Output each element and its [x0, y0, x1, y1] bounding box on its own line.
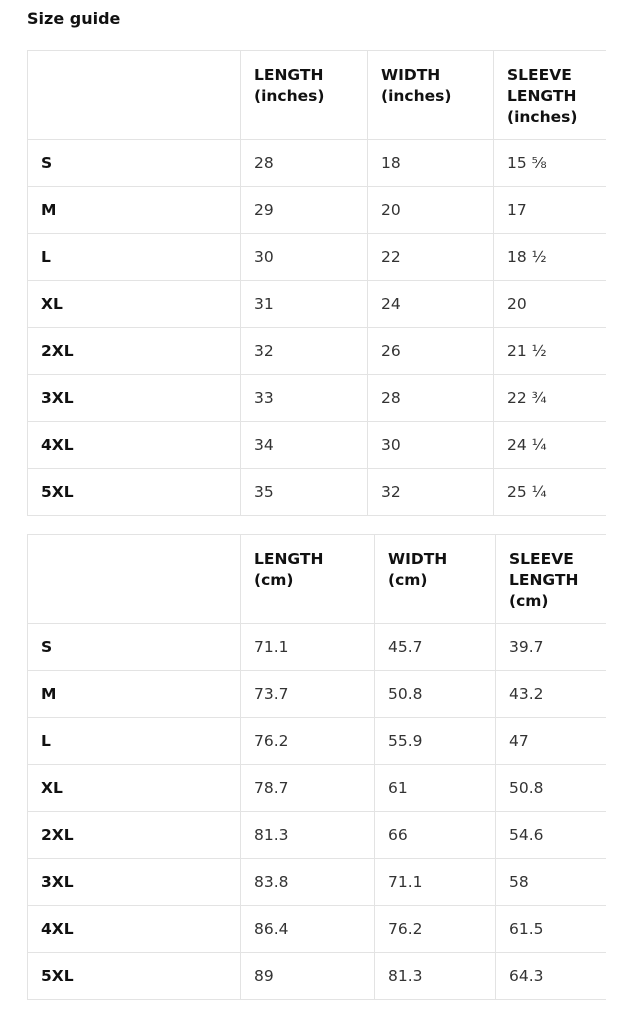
- width-value: 32: [368, 469, 494, 516]
- size-label: L: [28, 234, 241, 281]
- size-label: 5XL: [28, 469, 241, 516]
- page-title: Size guide: [27, 9, 121, 28]
- size-label: 2XL: [28, 812, 241, 859]
- table-row: [28, 140, 606, 187]
- width-value: 20: [368, 187, 494, 234]
- size-table-inches: [27, 50, 606, 516]
- length-value: 83.8: [241, 859, 375, 906]
- width-value: 30: [368, 422, 494, 469]
- table-row: [28, 234, 606, 281]
- width-value: 22: [368, 234, 494, 281]
- length-value: 33: [241, 375, 368, 422]
- table-row: [28, 906, 606, 953]
- width-value: 50.8: [375, 671, 496, 718]
- table-header-row: [28, 535, 606, 624]
- width-value: 81.3: [375, 953, 496, 1000]
- length-value: 31: [241, 281, 368, 328]
- sleeve-length-value: 17: [494, 187, 606, 234]
- table-row: [28, 328, 606, 375]
- header-cell-length: LENGTH (cm): [241, 535, 375, 624]
- size-label: 4XL: [28, 422, 241, 469]
- header-cell-size: [28, 535, 241, 624]
- sleeve-length-value: 50.8: [496, 765, 606, 812]
- table-header-row: [28, 51, 606, 140]
- sleeve-length-value: 15 ⅝: [494, 140, 606, 187]
- width-value: 45.7: [375, 624, 496, 671]
- length-value: 73.7: [241, 671, 375, 718]
- table-row: [28, 375, 606, 422]
- length-value: 32: [241, 328, 368, 375]
- sleeve-length-value: 21 ½: [494, 328, 606, 375]
- width-value: 24: [368, 281, 494, 328]
- table-row: [28, 812, 606, 859]
- size-label: XL: [28, 765, 241, 812]
- length-value: 71.1: [241, 624, 375, 671]
- width-value: 76.2: [375, 906, 496, 953]
- length-value: 30: [241, 234, 368, 281]
- header-cell-length: LENGTH (inches): [241, 51, 368, 140]
- sleeve-length-value: 18 ½: [494, 234, 606, 281]
- table-row: [28, 624, 606, 671]
- width-value: 61: [375, 765, 496, 812]
- sleeve-length-value: 54.6: [496, 812, 606, 859]
- sleeve-length-value: 22 ¾: [494, 375, 606, 422]
- table-row: [28, 281, 606, 328]
- length-value: 29: [241, 187, 368, 234]
- size-label: L: [28, 718, 241, 765]
- size-label: M: [28, 187, 241, 234]
- table-row: [28, 671, 606, 718]
- header-cell-width: WIDTH (cm): [375, 535, 496, 624]
- table-row: [28, 718, 606, 765]
- table-row: [28, 422, 606, 469]
- header-cell-size: [28, 51, 241, 140]
- size-label: XL: [28, 281, 241, 328]
- length-value: 35: [241, 469, 368, 516]
- sleeve-length-value: 39.7: [496, 624, 606, 671]
- table-row: [28, 859, 606, 906]
- length-value: 86.4: [241, 906, 375, 953]
- table-row: [28, 187, 606, 234]
- width-value: 28: [368, 375, 494, 422]
- length-value: 28: [241, 140, 368, 187]
- size-label: 3XL: [28, 375, 241, 422]
- width-value: 71.1: [375, 859, 496, 906]
- sleeve-length-value: 47: [496, 718, 606, 765]
- length-value: 89: [241, 953, 375, 1000]
- size-label: 5XL: [28, 953, 241, 1000]
- width-value: 18: [368, 140, 494, 187]
- size-label: S: [28, 624, 241, 671]
- length-value: 34: [241, 422, 368, 469]
- size-label: 3XL: [28, 859, 241, 906]
- size-label: 4XL: [28, 906, 241, 953]
- size-table-cm: [27, 534, 606, 1000]
- sleeve-length-value: 20: [494, 281, 606, 328]
- sleeve-length-value: 24 ¼: [494, 422, 606, 469]
- sleeve-length-value: 25 ¼: [494, 469, 606, 516]
- width-value: 66: [375, 812, 496, 859]
- header-cell-width: WIDTH (inches): [368, 51, 494, 140]
- sleeve-length-value: 43.2: [496, 671, 606, 718]
- sleeve-length-value: 64.3: [496, 953, 606, 1000]
- sleeve-length-value: 58: [496, 859, 606, 906]
- size-label: 2XL: [28, 328, 241, 375]
- length-value: 81.3: [241, 812, 375, 859]
- size-label: S: [28, 140, 241, 187]
- table-row: [28, 469, 606, 516]
- header-cell-sleeve-length: SLEEVE LENGTH (inches): [494, 51, 606, 140]
- length-value: 76.2: [241, 718, 375, 765]
- table-row: [28, 765, 606, 812]
- size-label: M: [28, 671, 241, 718]
- sleeve-length-value: 61.5: [496, 906, 606, 953]
- length-value: 78.7: [241, 765, 375, 812]
- table-row: [28, 953, 606, 1000]
- width-value: 55.9: [375, 718, 496, 765]
- width-value: 26: [368, 328, 494, 375]
- header-cell-sleeve-length: SLEEVE LENGTH (cm): [496, 535, 606, 624]
